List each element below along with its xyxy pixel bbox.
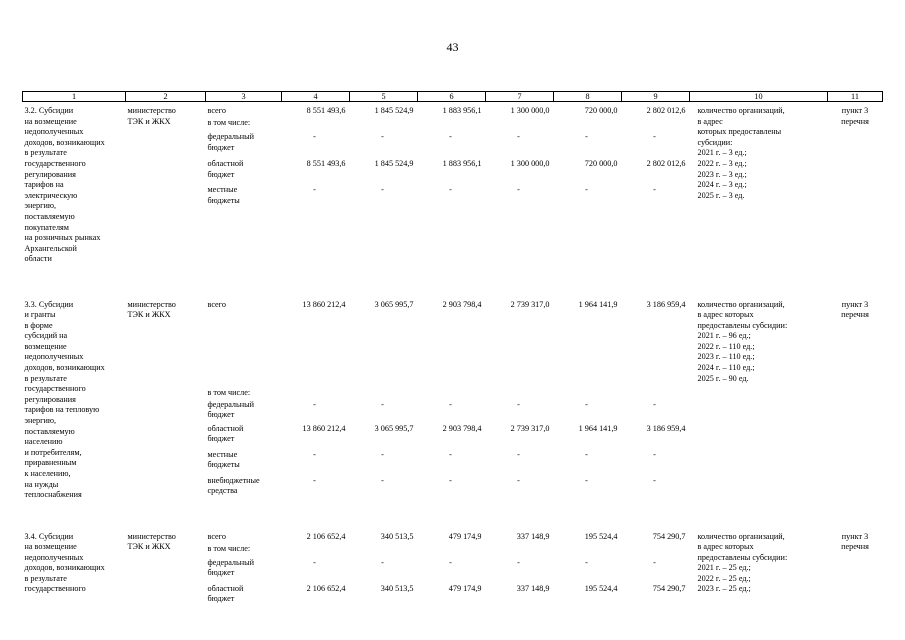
result-indicator-line: 2025 г. – 90 ед. — [697, 373, 749, 383]
measure-name-line: Архангельской — [24, 243, 77, 253]
table-row — [23, 528, 883, 612]
measure-name-line: в результате — [24, 148, 67, 158]
measure-name-line: недополученных — [24, 552, 84, 562]
funding-source-label: средства — [207, 486, 238, 496]
funding-source-cell — [206, 296, 282, 512]
amount-value: - — [313, 557, 316, 567]
result-indicator-line: 2023 г. – 25 ед.; — [697, 584, 751, 594]
amount-value: 2 106 652,4 — [306, 531, 346, 541]
amount-value: 720 000,0 — [584, 106, 618, 115]
amount-value: - — [381, 475, 384, 485]
amount-value: - — [517, 132, 520, 141]
amount-cell — [622, 528, 690, 612]
result-indicator-cell — [690, 528, 828, 612]
amount-cell — [486, 102, 554, 280]
amount-value: - — [313, 185, 316, 194]
result-indicator-line: субсидии: — [697, 137, 733, 147]
amount-value: - — [653, 132, 656, 141]
amount-value: - — [381, 449, 384, 459]
measure-name-line: и потребителям, — [24, 447, 82, 457]
amount-value: - — [313, 475, 316, 485]
amount-value: - — [449, 449, 452, 459]
amount-cell — [486, 296, 554, 512]
amount-value: 3 065 995,7 — [374, 423, 414, 433]
amount-cell — [554, 528, 622, 612]
amount-value: 1 883 956,1 — [442, 159, 482, 168]
funding-source — [208, 106, 280, 117]
column-number: 1 — [23, 92, 126, 102]
column-number: 6 — [418, 92, 486, 102]
result-indicator-line: 2023 г. – 3 ед.; — [697, 169, 747, 179]
measure-name-line: доходов, возникающих — [24, 563, 105, 573]
measure-name-line: энергию, — [24, 201, 57, 211]
funding-source-label: всего — [207, 106, 226, 115]
reference-line: пункт 3 — [841, 299, 869, 309]
amount-value: - — [449, 475, 452, 485]
amount-value: - — [517, 185, 520, 194]
row-spacer-cell — [23, 280, 883, 296]
amount-value: 1 964 141,9 — [578, 299, 618, 309]
amount-value: - — [585, 449, 588, 459]
amount-cell — [282, 528, 350, 612]
measure-name-line: субсидий на — [24, 331, 68, 341]
funding-source — [208, 558, 280, 579]
funding-source — [208, 544, 280, 555]
amount-value: 8 551 493,6 — [306, 106, 346, 115]
funding-source-label: бюджеты — [207, 195, 240, 205]
amount-value: - — [585, 399, 588, 409]
amount-value: - — [313, 132, 316, 141]
amount-cell — [622, 296, 690, 512]
amount-cell — [418, 296, 486, 512]
funding-source-label: в том числе: — [207, 543, 251, 553]
funding-source-label: бюджеты — [207, 460, 240, 470]
measure-name-line: и гранты — [24, 310, 56, 320]
amount-value: - — [585, 132, 588, 141]
funding-source-label: областной — [207, 423, 244, 433]
amount-value: 13 860 212,4 — [302, 423, 346, 433]
column-number: 3 — [206, 92, 282, 102]
amount-value: 720 000,0 — [584, 159, 618, 168]
amount-value: 479 174,9 — [448, 583, 482, 593]
amount-value: - — [517, 475, 520, 485]
result-indicator-line: количество организаций, — [697, 531, 785, 541]
measure-name-line: возмещение — [24, 341, 67, 351]
funding-source-cell — [206, 102, 282, 280]
amount-cell — [350, 102, 418, 280]
result-indicator-line: 2025 г. – 3 ед. — [697, 190, 745, 200]
amount-value: - — [653, 557, 656, 567]
amount-value: 2 106 652,4 — [306, 583, 346, 593]
measure-name-line: доходов, возникающих — [24, 137, 105, 147]
ministry-cell — [126, 296, 206, 512]
measure-name-line: энергию, — [24, 416, 57, 426]
row-spacer — [23, 512, 883, 528]
result-indicator-line: которых предоставлены — [697, 127, 782, 137]
ministry-line: министерство — [127, 299, 176, 309]
funding-source-label: всего — [207, 531, 226, 541]
measure-name-line: регулирования — [24, 169, 76, 179]
measure-name-line: 3.3. Субсидии — [24, 299, 74, 309]
result-indicator-line: 2023 г. – 110 ед.; — [697, 352, 755, 362]
amount-value: - — [313, 449, 316, 459]
result-indicator-line: 2021 г. – 96 ед.; — [697, 331, 751, 341]
amount-value: 337 148,9 — [516, 531, 550, 541]
amount-value: 1 845 524,9 — [374, 106, 414, 115]
result-indicator-cell — [690, 102, 828, 280]
measure-name-line: поставляемую — [24, 426, 75, 436]
funding-source — [208, 159, 280, 180]
amount-value: 2 903 798,4 — [442, 423, 482, 433]
measure-name-line: государственного — [24, 384, 86, 394]
amount-value: - — [517, 399, 520, 409]
amount-value: 195 524,4 — [584, 531, 618, 541]
amount-value: 1 845 524,9 — [374, 159, 414, 168]
measure-name-line: тарифов на тепловую — [24, 405, 100, 415]
result-indicator-line: в адрес — [697, 116, 723, 126]
amount-value: - — [449, 132, 452, 141]
ministry-line: министерство — [127, 531, 176, 541]
measure-name-line: в результате — [24, 373, 67, 383]
funding-source — [208, 388, 280, 399]
ministry-line: ТЭК и ЖКХ — [127, 542, 171, 552]
measure-name-line: поставляемую — [24, 211, 75, 221]
column-number: 4 — [282, 92, 350, 102]
reference-line: пункт 3 — [841, 106, 869, 115]
amount-value: - — [381, 399, 384, 409]
funding-source-label: местные — [207, 449, 238, 459]
amount-value: - — [449, 185, 452, 194]
ministry-line: ТЭК и ЖКХ — [127, 116, 171, 126]
ministry-line: министерство — [127, 106, 176, 115]
amount-value: 2 802 012,6 — [646, 159, 686, 168]
amount-value: 1 964 141,9 — [578, 423, 618, 433]
funding-source — [208, 185, 280, 206]
table-row — [23, 102, 883, 280]
amount-cell — [486, 528, 554, 612]
result-indicator-line: в адрес которых — [697, 310, 754, 320]
funding-source-label: бюджет — [207, 434, 235, 444]
column-number: 2 — [126, 92, 206, 102]
amount-value: 3 186 959,4 — [646, 299, 686, 309]
measure-name-line: государственного — [24, 584, 86, 594]
amount-cell — [282, 102, 350, 280]
measure-name-line: тарифов на — [24, 180, 64, 190]
funding-source-label: внебюджетные — [207, 475, 260, 485]
funding-source — [208, 132, 280, 153]
measure-name-line: на возмещение — [24, 116, 77, 126]
reference-cell — [828, 296, 883, 512]
amount-value: - — [381, 557, 384, 567]
row-spacer-cell — [23, 512, 883, 528]
measure-name-line: в результате — [24, 573, 67, 583]
measure-name-line: 3.4. Субсидии — [24, 531, 74, 541]
funding-source-label: федеральный — [207, 132, 255, 141]
measure-name-line: к населению, — [24, 469, 71, 478]
amount-value: 2 802 012,6 — [646, 106, 686, 115]
measure-name-line: на возмещение — [24, 542, 77, 552]
result-indicator-line: в адрес которых — [697, 542, 754, 552]
measure-name-line: в форме — [24, 320, 53, 330]
measure-name-cell — [23, 528, 126, 612]
amount-value: 2 739 317,0 — [510, 423, 550, 433]
amount-value: 195 524,4 — [584, 583, 618, 593]
measure-name-line: регулирования — [24, 394, 76, 404]
measure-name-line: приравненным — [24, 458, 77, 468]
result-indicator-line: 2022 г. – 25 ед.; — [697, 573, 751, 583]
page-number: 43 — [446, 40, 459, 54]
measure-name-line: населению — [24, 437, 63, 447]
measure-name-line: на розничных рынках — [24, 233, 101, 243]
amount-value: 2 739 317,0 — [510, 299, 550, 309]
result-indicator-cell — [690, 296, 828, 512]
amount-value: 754 290,7 — [652, 531, 686, 541]
measure-name-line: на нужды — [24, 479, 59, 489]
funding-source — [208, 476, 280, 497]
amount-value: 13 860 212,4 — [302, 299, 346, 309]
funding-source — [208, 118, 280, 129]
amount-value: - — [517, 557, 520, 567]
amount-value: - — [381, 185, 384, 194]
amount-value: 754 290,7 — [652, 583, 686, 593]
result-indicator-line: 2022 г. – 3 ед.; — [697, 158, 747, 168]
funding-source — [208, 584, 280, 605]
amount-cell — [282, 296, 350, 512]
amount-value: - — [449, 399, 452, 409]
funding-source-label: бюджет — [207, 568, 235, 578]
table-row — [23, 296, 883, 512]
measure-name-line: 3.2. Субсидии — [24, 106, 74, 115]
amount-value: - — [585, 185, 588, 194]
amount-value: - — [653, 399, 656, 409]
amount-value: - — [653, 449, 656, 459]
funding-source — [208, 450, 280, 471]
ministry-cell — [126, 528, 206, 612]
result-indicator-line: предоставлены субсидии: — [697, 552, 788, 562]
amount-value: 1 300 000,0 — [510, 159, 550, 168]
amount-value: - — [653, 185, 656, 194]
funding-source — [208, 532, 280, 543]
funding-source-label: бюджет — [207, 594, 235, 604]
amount-cell — [418, 102, 486, 280]
measure-name-line: области — [24, 254, 52, 264]
amount-value: 337 148,9 — [516, 583, 550, 593]
program-table — [22, 91, 883, 612]
amount-value: - — [449, 557, 452, 567]
funding-source-label: федеральный — [207, 399, 255, 409]
measure-name-line: недополученных — [24, 127, 84, 137]
amount-cell — [350, 528, 418, 612]
funding-source-label: бюджет — [207, 142, 235, 152]
measure-name-cell — [23, 296, 126, 512]
amount-cell — [554, 102, 622, 280]
result-indicator-line: 2021 г. – 3 ед.; — [697, 148, 747, 158]
measure-name-line: доходов, возникающих — [24, 363, 105, 373]
amount-value: 340 513,5 — [380, 583, 414, 593]
reference-cell — [828, 528, 883, 612]
result-indicator-line: количество организаций, — [697, 299, 785, 309]
row-spacer — [23, 280, 883, 296]
funding-source-label: в том числе: — [207, 387, 251, 397]
amount-value: 479 174,9 — [448, 531, 482, 541]
funding-source — [208, 424, 280, 445]
column-number: 11 — [828, 92, 883, 102]
result-indicator-line: 2021 г. – 25 ед.; — [697, 563, 751, 573]
amount-value: 2 903 798,4 — [442, 299, 482, 309]
result-indicator-line: 2022 г. – 110 ед.; — [697, 341, 755, 351]
measure-name-line: государственного — [24, 158, 86, 168]
measure-name-line: покупателям — [24, 222, 69, 232]
funding-source-label: местные — [207, 185, 238, 194]
measure-name-line: электрическую — [24, 190, 78, 200]
amount-cell — [622, 102, 690, 280]
column-number: 7 — [486, 92, 554, 102]
ministry-line: ТЭК и ЖКХ — [127, 310, 171, 320]
column-number: 8 — [554, 92, 622, 102]
result-indicator-line: 2024 г. – 110 ед.; — [697, 363, 755, 373]
funding-source-label: федеральный — [207, 557, 255, 567]
reference-cell — [828, 102, 883, 280]
amount-value: - — [313, 399, 316, 409]
amount-value: 8 551 493,6 — [306, 159, 346, 168]
funding-source — [208, 300, 280, 311]
column-number-row — [23, 92, 883, 102]
amount-value: - — [653, 475, 656, 485]
amount-value: 1 300 000,0 — [510, 106, 550, 115]
amount-value: - — [585, 557, 588, 567]
amount-value: - — [381, 132, 384, 141]
column-number: 10 — [690, 92, 828, 102]
amount-value: 3 065 995,7 — [374, 299, 414, 309]
reference-line: перечня — [841, 542, 869, 552]
funding-source-label: в том числе: — [207, 118, 251, 127]
reference-line: пункт 3 — [841, 531, 869, 541]
amount-value: 340 513,5 — [380, 531, 414, 541]
reference-line: перечня — [841, 310, 869, 320]
measure-name-line: недополученных — [24, 352, 84, 362]
funding-source-cell — [206, 528, 282, 612]
reference-line: перечня — [841, 116, 869, 126]
result-indicator-line: 2024 г. – 3 ед.; — [697, 180, 747, 190]
funding-source — [208, 400, 280, 421]
amount-value: 1 883 956,1 — [442, 106, 482, 115]
amount-value: - — [517, 449, 520, 459]
amount-value: 3 186 959,4 — [646, 423, 686, 433]
measure-name-line: теплоснабжения — [24, 490, 82, 500]
funding-source-label: бюджет — [207, 169, 235, 179]
column-number: 9 — [622, 92, 690, 102]
amount-cell — [418, 528, 486, 612]
funding-source-label: всего — [207, 299, 226, 309]
amount-cell — [554, 296, 622, 512]
measure-name-cell — [23, 102, 126, 280]
result-indicator-line: предоставлены субсидии: — [697, 320, 788, 330]
funding-source-label: бюджет — [207, 410, 235, 420]
column-number: 5 — [350, 92, 418, 102]
amount-value: - — [585, 475, 588, 485]
amount-cell — [350, 296, 418, 512]
funding-source-label: областной — [207, 159, 244, 168]
ministry-cell — [126, 102, 206, 280]
funding-source-label: областной — [207, 583, 244, 593]
result-indicator-line: количество организаций, — [697, 106, 785, 115]
